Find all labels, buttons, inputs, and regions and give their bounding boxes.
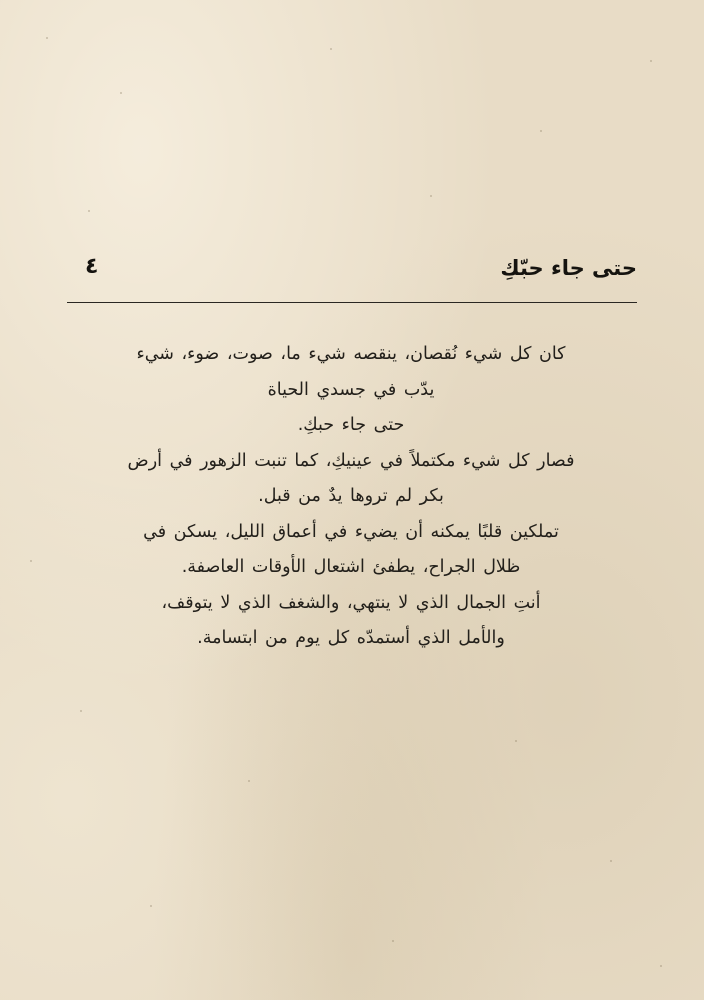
- paper-speck: [46, 37, 48, 39]
- paper-speck: [610, 860, 612, 862]
- paper-speck: [330, 48, 332, 50]
- page-number: ٤: [85, 254, 99, 279]
- paper-speck: [515, 740, 517, 742]
- text-line: والأمل الذي أستمدّه كل يوم من ابتسامة.: [197, 628, 505, 648]
- text-line: تملكين قلبًا يمكنه أن يضيء في أعماق الليل، يسكن في: [143, 521, 559, 542]
- paper-speck: [120, 92, 122, 94]
- paper-speck: [88, 210, 90, 212]
- paper-speck: [660, 965, 662, 967]
- text-line: ظلال الجراح، يطفئ اشتعال الأوقات العاصفة.: [181, 557, 521, 577]
- paper-speck: [80, 710, 82, 712]
- text-line: أنتِ الجمال الذي لا ينتهي، والشغف الذي لا يتوقف،: [161, 592, 541, 613]
- text-line: بكر لم تروها يدٌ من قبل.: [258, 486, 444, 506]
- paper-speck: [540, 130, 542, 132]
- paper-speck: [30, 560, 32, 562]
- text-line: كان كل شيء نُقصان، ينقصه شيء ما، صوت، ضوء، شيء: [136, 344, 566, 364]
- body-text: [70, 337, 632, 657]
- paper-speck: [650, 60, 652, 62]
- text-line: يدّب في جسدي الحياة: [267, 379, 435, 400]
- paper-speck: [430, 195, 432, 197]
- paper-speck: [392, 940, 394, 942]
- text-line: فصار كل شيء مكتملاً في عينيكِ، كما تنبت الزهور في أرض: [127, 450, 575, 471]
- running-title: حتى جاء حبّكِ: [500, 256, 637, 280]
- paper-speck: [248, 780, 250, 782]
- text-line: حتى جاء حبكِ.: [297, 415, 405, 435]
- paper-speck: [150, 905, 152, 907]
- page-header: [67, 250, 637, 303]
